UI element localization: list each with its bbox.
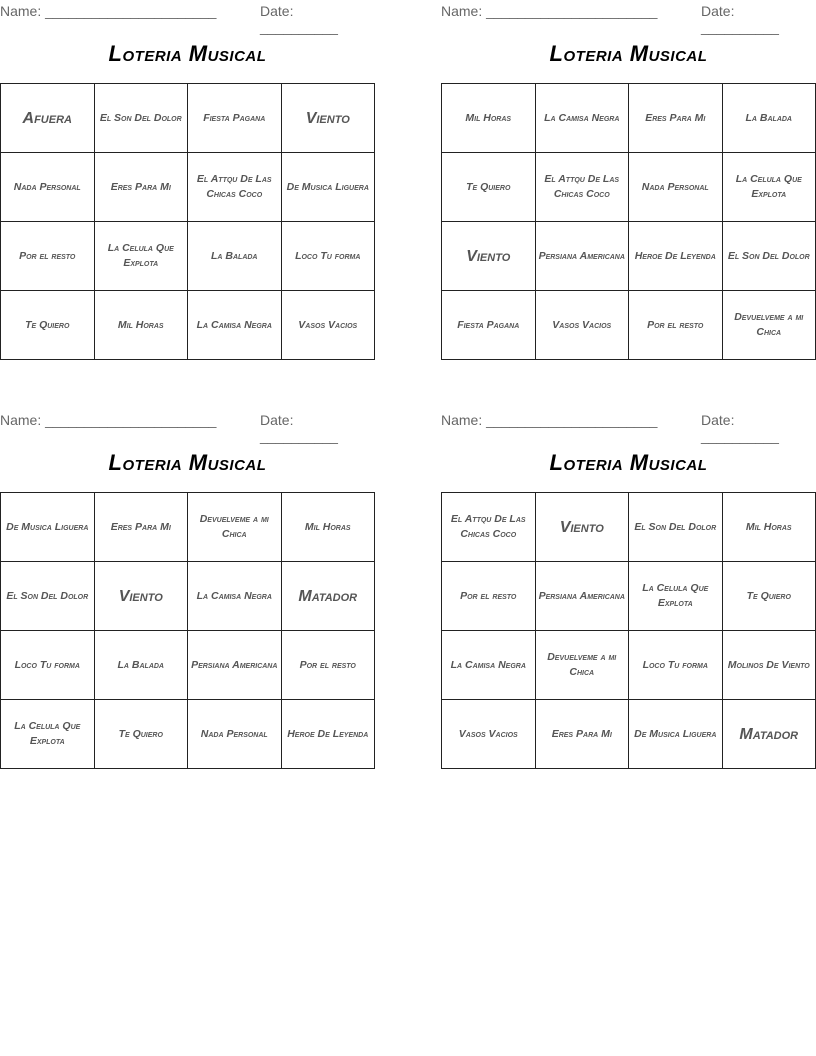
grid-cell: La Camisa Negra xyxy=(188,562,282,631)
grid-cell: El Son Del Dolor xyxy=(722,222,816,291)
grid-cell: Molinos De Viento xyxy=(722,631,816,700)
grid-cell: Devuelveme a mi Chica xyxy=(535,631,629,700)
grid-cell: La Celula Que Explota xyxy=(722,153,816,222)
grid-cell: El Son Del Dolor xyxy=(629,493,723,562)
grid-cell: La Camisa Negra xyxy=(442,631,536,700)
card-title: Loteria Musical xyxy=(108,41,267,66)
grid-cell: Loco Tu forma xyxy=(1,631,95,700)
grid-cell: Por el resto xyxy=(1,222,95,291)
grid-cell: El Son Del Dolor xyxy=(94,84,188,153)
grid-cell: De Musica Liguera xyxy=(281,153,375,222)
grid-row xyxy=(1,84,375,153)
grid-cell: Viento xyxy=(281,84,375,153)
grid-cell: La Celula Que Explota xyxy=(94,222,188,291)
grid-cell: Nada Personal xyxy=(629,153,723,222)
grid-cell: Te Quiero xyxy=(1,291,95,360)
grid-row xyxy=(1,493,375,562)
grid-cell: La Celula Que Explota xyxy=(629,562,723,631)
grid-cell: Por el resto xyxy=(281,631,375,700)
grid-cell: Vasos Vacios xyxy=(281,291,375,360)
name-field: Name: ______________________ xyxy=(441,3,658,19)
grid-cell: Mil Horas xyxy=(281,493,375,562)
grid-row xyxy=(442,562,816,631)
grid-cell: Eres Para Mi xyxy=(629,84,723,153)
grid-cell: Mil Horas xyxy=(442,84,536,153)
name-field: Name: ______________________ xyxy=(0,412,217,428)
grid-cell: La Balada xyxy=(188,222,282,291)
grid-cell: Afuera xyxy=(1,84,95,153)
grid-cell: Mil Horas xyxy=(94,291,188,360)
name-date-line xyxy=(0,3,375,35)
grid-cell: La Balada xyxy=(94,631,188,700)
grid-row xyxy=(442,153,816,222)
grid-row xyxy=(1,153,375,222)
grid-cell: Loco Tu forma xyxy=(629,631,723,700)
grid-cell: De Musica Liguera xyxy=(629,700,723,769)
grid-cell: El Son Del Dolor xyxy=(1,562,95,631)
grid-cell: Mil Horas xyxy=(722,493,816,562)
bingo-grid xyxy=(441,492,816,769)
grid-cell: De Musica Liguera xyxy=(1,493,95,562)
grid-cell: Matador xyxy=(281,562,375,631)
bingo-grid xyxy=(0,492,375,769)
grid-cell: Devuelveme a mi Chica xyxy=(722,291,816,360)
grid-cell: La Camisa Negra xyxy=(535,84,629,153)
grid-cell: Vasos Vacios xyxy=(442,700,536,769)
grid-row xyxy=(442,631,816,700)
grid-cell: Nada Personal xyxy=(1,153,95,222)
grid-cell: Por el resto xyxy=(629,291,723,360)
grid-cell: Viento xyxy=(442,222,536,291)
name-field: Name: ______________________ xyxy=(441,412,658,428)
grid-row xyxy=(1,222,375,291)
grid-cell: Matador xyxy=(722,700,816,769)
grid-cell: La Camisa Negra xyxy=(188,291,282,360)
grid-cell: La Celula Que Explota xyxy=(1,700,95,769)
grid-cell: Persiana Americana xyxy=(535,562,629,631)
grid-row xyxy=(442,222,816,291)
name-date-line xyxy=(0,412,375,444)
grid-cell: Fiesta Pagana xyxy=(442,291,536,360)
bingo-grid xyxy=(441,83,816,360)
grid-row xyxy=(442,291,816,360)
grid-cell: Eres Para Mi xyxy=(94,153,188,222)
grid-cell: El Attqu De Las Chicas Coco xyxy=(442,493,536,562)
grid-cell: Te Quiero xyxy=(94,700,188,769)
grid-row xyxy=(1,562,375,631)
grid-row xyxy=(442,493,816,562)
grid-cell: Viento xyxy=(94,562,188,631)
card-title: Loteria Musical xyxy=(549,41,708,66)
bingo-grid xyxy=(0,83,375,360)
grid-cell: Eres Para Mi xyxy=(535,700,629,769)
grid-row xyxy=(442,700,816,769)
grid-cell: Heroe De Leyenda xyxy=(281,700,375,769)
date-field: Date: __________ xyxy=(260,3,338,35)
name-date-line xyxy=(441,412,816,444)
grid-row xyxy=(1,291,375,360)
grid-cell: Te Quiero xyxy=(722,562,816,631)
grid-cell: Fiesta Pagana xyxy=(188,84,282,153)
card-title: Loteria Musical xyxy=(108,450,267,475)
grid-cell: Te Quiero xyxy=(442,153,536,222)
grid-cell: Eres Para Mi xyxy=(94,493,188,562)
date-field: Date: __________ xyxy=(701,412,779,444)
grid-row xyxy=(1,700,375,769)
grid-cell: Persiana Americana xyxy=(188,631,282,700)
grid-row xyxy=(1,631,375,700)
grid-cell: Por el resto xyxy=(442,562,536,631)
grid-cell: La Balada xyxy=(722,84,816,153)
grid-cell: Devuelveme a mi Chica xyxy=(188,493,282,562)
grid-cell: Nada Personal xyxy=(188,700,282,769)
grid-cell: Vasos Vacios xyxy=(535,291,629,360)
grid-row xyxy=(442,84,816,153)
grid-cell: Loco Tu forma xyxy=(281,222,375,291)
grid-cell: Heroe De Leyenda xyxy=(629,222,723,291)
grid-cell: Persiana Americana xyxy=(535,222,629,291)
name-date-line xyxy=(441,3,816,35)
date-field: Date: __________ xyxy=(701,3,779,35)
grid-cell: El Attqu De Las Chicas Coco xyxy=(188,153,282,222)
grid-cell: El Attqu De Las Chicas Coco xyxy=(535,153,629,222)
card-title: Loteria Musical xyxy=(549,450,708,475)
date-field: Date: __________ xyxy=(260,412,338,444)
grid-cell: Viento xyxy=(535,493,629,562)
name-field: Name: ______________________ xyxy=(0,3,217,19)
